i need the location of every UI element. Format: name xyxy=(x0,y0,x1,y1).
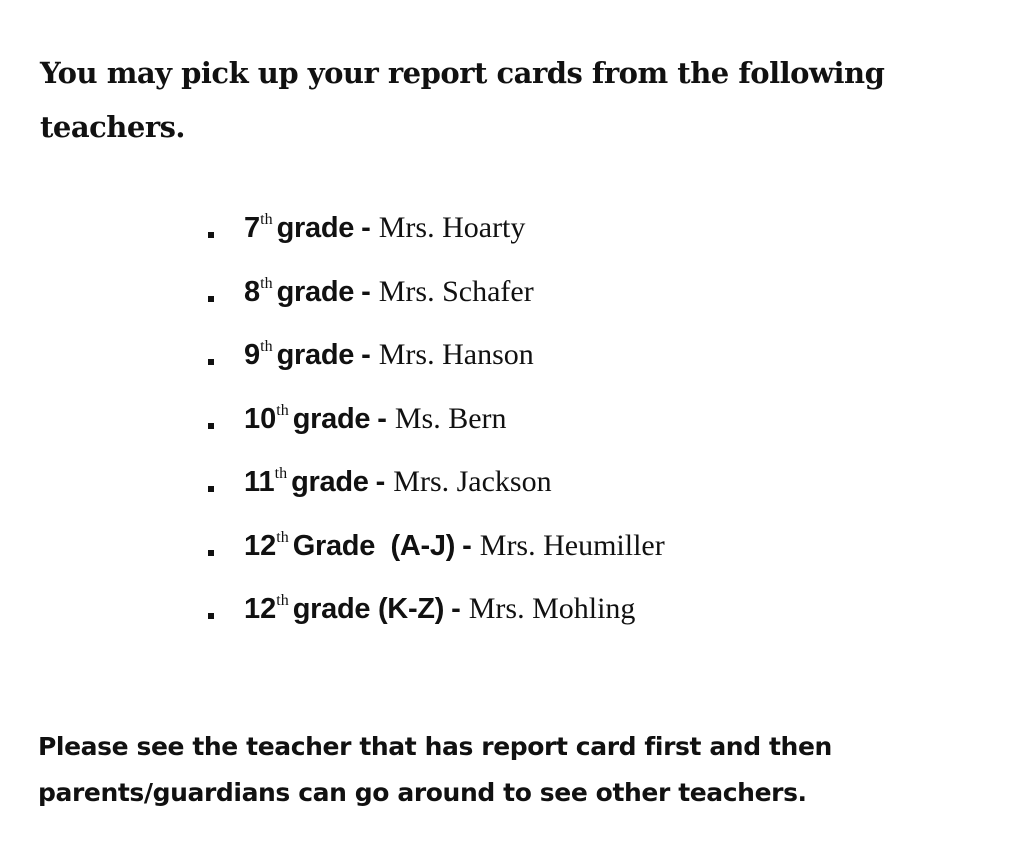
separator: - xyxy=(451,593,461,625)
grade-number: 10 xyxy=(244,402,277,435)
grade-label: grade xyxy=(276,275,355,308)
list-item-grade-10 xyxy=(208,401,665,465)
separator: - xyxy=(375,466,386,498)
grade-teacher-list xyxy=(208,210,665,655)
grade-label: grade xyxy=(292,402,371,435)
grade-label: grade (K-Z) xyxy=(292,593,445,625)
teacher-name: Ms. Bern xyxy=(394,401,507,435)
grade-number: 7 xyxy=(244,212,261,244)
ordinal-suffix: th xyxy=(276,592,289,609)
separator: - xyxy=(361,339,371,371)
separator: - xyxy=(361,212,371,244)
grade-number: 9 xyxy=(244,339,261,371)
separator: - xyxy=(462,529,472,562)
ordinal-suffix: th xyxy=(276,401,289,419)
list-item-grade-9 xyxy=(208,337,665,401)
list-item-grade-12-a-j xyxy=(208,528,665,592)
teacher-name: Mrs. Hanson xyxy=(378,338,534,371)
separator: - xyxy=(361,275,371,308)
intro-paragraph: You may pick up your report cards from the following teachers. xyxy=(40,56,885,144)
teacher-name: Mrs. Jackson xyxy=(393,465,552,498)
grade-label: grade xyxy=(291,466,369,498)
bullet-icon xyxy=(208,232,214,238)
ordinal-suffix: th xyxy=(276,528,289,546)
list-item-grade-8 xyxy=(208,274,665,338)
grade-number: 12 xyxy=(244,529,277,562)
list-item-grade-11 xyxy=(208,464,665,528)
teacher-name: Mrs. Heumiller xyxy=(479,528,665,562)
ordinal-suffix: th xyxy=(260,274,273,292)
grade-number: 11 xyxy=(244,466,275,498)
teacher-name: Mrs. Hoarty xyxy=(378,211,526,244)
list-item-grade-7 xyxy=(208,210,665,274)
bullet-icon xyxy=(208,486,214,492)
ordinal-suffix: th xyxy=(260,211,273,228)
bullet-icon xyxy=(208,550,214,556)
grade-number: 8 xyxy=(244,275,261,308)
teacher-name: Mrs. Schafer xyxy=(378,274,534,308)
ordinal-suffix: th xyxy=(274,465,288,482)
bullet-icon xyxy=(208,359,214,365)
teacher-name: Mrs. Mohling xyxy=(468,592,636,625)
grade-label: grade xyxy=(276,339,355,371)
grade-number: 12 xyxy=(244,593,277,625)
bullet-icon xyxy=(208,613,214,619)
grade-label: Grade (A-J) xyxy=(292,529,456,562)
ordinal-suffix: th xyxy=(260,338,273,355)
bullet-icon xyxy=(208,423,214,429)
list-item-grade-12-k-z xyxy=(208,591,665,655)
closing-paragraph: Please see the teacher that has report card first and then parents/guardians can go around to see other teachers. xyxy=(38,732,832,807)
grade-label: grade xyxy=(276,212,355,244)
bullet-icon xyxy=(208,296,214,302)
separator: - xyxy=(377,402,387,435)
